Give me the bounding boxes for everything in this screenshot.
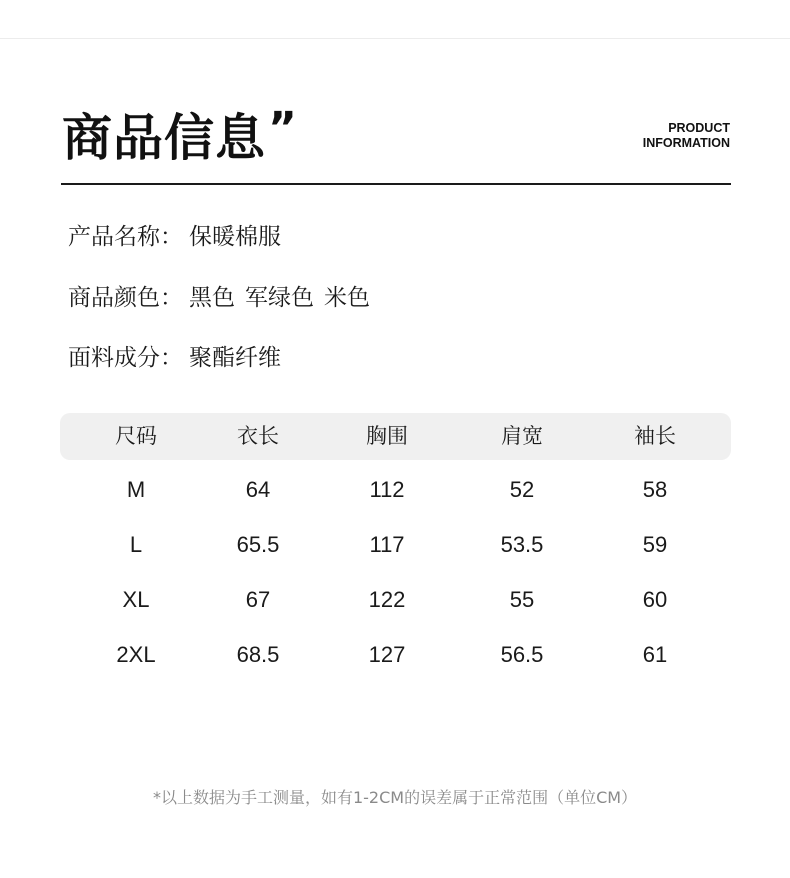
color-value: 黑色: [189, 285, 235, 311]
measurement-footnote: *以上数据为手工测量，如有1-2CM的误差属于正常范围（单位CM）: [152, 788, 638, 807]
product-name-line: [68, 222, 281, 252]
column-header-length: 衣长: [237, 424, 279, 448]
table-cell: 64: [245, 477, 271, 502]
column-header-chest: 胸围: [366, 424, 408, 448]
table-cell: 52: [509, 477, 535, 502]
table-cell: 53.5: [500, 532, 544, 557]
fabric-value: 聚酯纤维: [189, 345, 281, 371]
table-row: [0, 585, 790, 615]
table-cell: 122: [368, 587, 406, 612]
table-cell: 58: [642, 477, 668, 502]
table-cell: L: [129, 532, 143, 557]
color-value: 军绿色: [245, 285, 314, 311]
table-cell: 61: [642, 642, 668, 667]
column-header-shoulder: 肩宽: [501, 424, 543, 448]
product-name-value: 保暖棉服: [189, 224, 281, 250]
table-cell: 59: [642, 532, 668, 557]
english-subtitle-line1: PRODUCT: [668, 121, 730, 135]
table-cell: M: [126, 477, 146, 502]
table-row: [0, 640, 790, 670]
product-name-label: 产品名称：: [68, 224, 183, 250]
table-cell: 65.5: [236, 532, 280, 557]
table-row: [0, 475, 790, 505]
table-cell: 117: [369, 532, 405, 557]
table-cell: 60: [642, 587, 668, 612]
page-title: 商品信息: [62, 109, 266, 167]
table-cell: 67: [245, 587, 271, 612]
column-header-sleeve: 袖长: [634, 424, 676, 448]
english-subtitle-line2: INFORMATION: [642, 136, 730, 150]
table-cell: 55: [509, 587, 535, 612]
table-cell: 56.5: [500, 642, 544, 667]
table-cell: 2XL: [116, 642, 156, 667]
table-cell: 68.5: [236, 642, 280, 667]
table-cell: XL: [122, 587, 150, 612]
column-header-size: 尺码: [115, 424, 157, 448]
fabric-line: [68, 343, 281, 373]
english-subtitle: [643, 121, 730, 151]
table-cell: 112: [369, 477, 405, 502]
product-color-label: 商品颜色：: [68, 285, 183, 311]
color-value: 米色: [324, 285, 370, 311]
table-cell: 127: [368, 642, 406, 667]
fabric-label: 面料成分：: [68, 345, 183, 371]
table-row: [0, 530, 790, 560]
product-color-line: [68, 283, 370, 313]
header-divider: [61, 183, 731, 185]
title-quote-mark: ”: [268, 103, 297, 154]
top-divider: [0, 38, 790, 39]
